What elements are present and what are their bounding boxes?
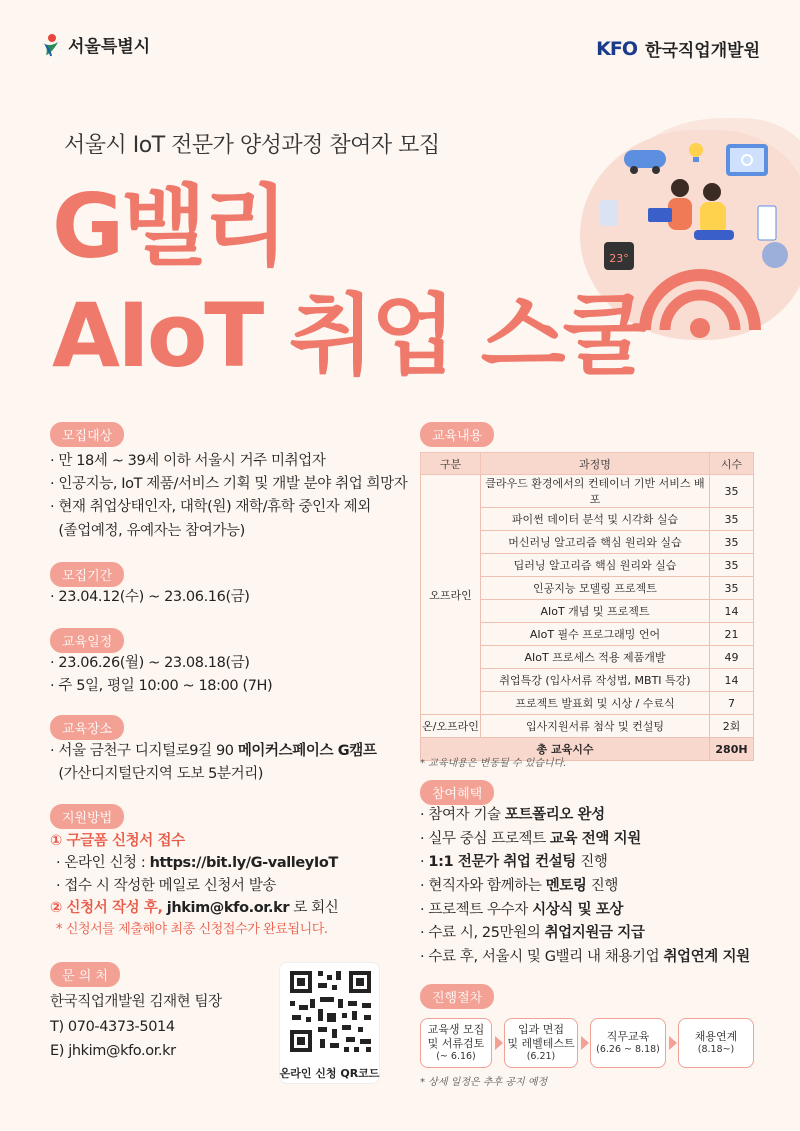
course-name: AIoT 프로세스 적용 제품개발 xyxy=(481,646,710,669)
contact-section xyxy=(50,962,120,987)
target-line: · 인공지능, IoT 제품/서비스 기획 및 개발 분야 취업 희망자 xyxy=(50,476,408,493)
apply-step2-line xyxy=(50,897,338,919)
apply-online-url[interactable]: https://bit.ly/G-valleyIoT xyxy=(149,855,338,872)
section-label-period: 모집기간 xyxy=(50,562,124,587)
apply-email-line: · 접수 시 작성한 메일로 신청서 발송 xyxy=(56,877,276,894)
benefit-highlight: 멘토링 xyxy=(545,877,587,894)
course-hours: 14 xyxy=(710,600,754,623)
course-name: 파이썬 데이터 분석 및 시각화 실습 xyxy=(481,508,710,531)
apply-step1: ① 구글폼 신청서 접수 xyxy=(50,833,185,849)
target-text xyxy=(50,450,407,543)
section-label-target: 모집대상 xyxy=(50,422,124,447)
venue-place: 메이커스페이스 G캠프 xyxy=(237,743,377,759)
course-hours: 35 xyxy=(710,475,754,508)
appliance-icon xyxy=(758,206,776,240)
section-label-process: 진행절차 xyxy=(420,984,494,1009)
header-course: 과정명 xyxy=(481,453,710,475)
course-hours: 35 xyxy=(710,577,754,600)
header-hours: 시수 xyxy=(710,453,754,475)
course-name: 프로젝트 발표회 및 시상 / 수료식 xyxy=(481,692,710,715)
course-hours: 21 xyxy=(710,623,754,646)
apply-online-prefix: · 온라인 신청 : xyxy=(56,855,150,872)
step-date: (8.18~) xyxy=(697,1043,735,1055)
curriculum-note: * 교육내용은 변동될 수 있습니다. xyxy=(420,758,567,769)
svg-text:23°: 23° xyxy=(609,252,629,265)
course-name: 딥러닝 알고리즘 핵심 원리와 실습 xyxy=(481,554,710,577)
table-header-row xyxy=(421,453,754,475)
schedule-line: · 주 5일, 평일 10:00 ~ 18:00 (7H) xyxy=(50,678,273,695)
step-title: 및 서류검토 xyxy=(427,1036,485,1050)
bulb-icon xyxy=(689,143,703,157)
benefit-item xyxy=(420,828,750,852)
hero-title-line2: AIoT 취업 스쿨 xyxy=(52,284,645,387)
hero-subtitle: 서울시 IoT 전문가 양성과정 참여자 모집 xyxy=(64,133,440,158)
course-name: 인공지능 모델링 프로젝트 xyxy=(481,577,710,600)
course-name: AIoT 필수 프로그래밍 언어 xyxy=(481,623,710,646)
category-mixed: 온/오프라인 xyxy=(421,715,481,738)
section-label-benefits: 참여혜택 xyxy=(420,780,494,805)
benefit-item xyxy=(420,922,750,946)
course-hours: 49 xyxy=(710,646,754,669)
benefit-text: · 참여자 기술 xyxy=(420,807,505,823)
course-hours: 14 xyxy=(710,669,754,692)
schedule-text xyxy=(50,652,272,698)
apply-section xyxy=(50,804,124,829)
kfo-logo xyxy=(596,36,760,61)
qr-code-icon xyxy=(280,963,381,1063)
venue-direction: (가산디지털단지역 도보 5분거리) xyxy=(50,766,264,783)
step-date: (6.21) xyxy=(526,1051,556,1063)
course-hours: 35 xyxy=(710,508,754,531)
header-category: 구분 xyxy=(421,453,481,475)
benefit-item xyxy=(420,851,750,875)
section-label-venue: 교육장소 xyxy=(50,715,124,740)
benefit-item xyxy=(420,875,750,899)
step-title: 입과 면접 xyxy=(517,1022,564,1036)
process-note: * 상세 일정은 추후 공지 예정 xyxy=(420,1077,548,1088)
course-hours: 35 xyxy=(710,531,754,554)
table-row xyxy=(421,715,754,738)
step-title: 직무교육 xyxy=(606,1029,650,1043)
venue-address: · 서울 금천구 디지털로9길 90 xyxy=(50,743,238,759)
benefit-highlight: 시상식 및 포상 xyxy=(532,901,624,918)
benefit-highlight: 1:1 전문가 취업 컨설팅 xyxy=(428,854,576,871)
contact-line: E) jhkim@kfo.or.kr xyxy=(50,1043,176,1060)
course-name: AIoT 개념 및 프로젝트 xyxy=(481,600,710,623)
switch-icon xyxy=(600,200,618,226)
total-value: 280H xyxy=(710,738,754,761)
step-title: 채용연계 xyxy=(694,1029,738,1043)
target-line: (졸업예정, 유예자는 참여가능) xyxy=(50,522,245,539)
benefit-text: · 수료 후, 서울시 및 G밸리 내 채용기업 xyxy=(420,948,664,965)
table-row xyxy=(421,475,754,508)
arrow-right-icon xyxy=(581,1036,589,1050)
target-line: · 만 18세 ~ 39세 이하 서울시 거주 미취업자 xyxy=(50,453,326,469)
benefit-highlight: 취업연계 지원 xyxy=(663,948,750,965)
arrow-right-icon xyxy=(669,1036,677,1050)
benefit-text: · 수료 시, 25만원의 xyxy=(420,925,545,942)
section-label-schedule: 교육일정 xyxy=(50,628,124,653)
benefit-text: · xyxy=(420,854,429,871)
step-date: (~ 6.16) xyxy=(436,1051,476,1063)
venue-text xyxy=(50,740,376,786)
course-hours: 35 xyxy=(710,554,754,577)
seoul-logo xyxy=(38,32,150,57)
apply-step2: ② 신청서 작성 후, xyxy=(50,900,163,917)
benefit-text: 진행 xyxy=(586,877,618,894)
period-section xyxy=(50,562,124,587)
benefit-text: 진행 xyxy=(576,854,608,871)
kfo-mark: KFO xyxy=(596,37,638,60)
course-name: 클라우드 환경에서의 컨테이너 기반 서비스 배포 xyxy=(481,475,710,508)
course-name: 입사지원서류 첨삭 및 컨설팅 xyxy=(481,715,710,738)
step-title: 및 레벨테스트 xyxy=(507,1036,575,1050)
contact-line: 한국직업개발원 김재현 팀장 xyxy=(50,994,222,1010)
step-date: (6.26 ~ 8.18) xyxy=(596,1043,660,1055)
course-hours: 2회 xyxy=(710,715,754,738)
benefits-list xyxy=(420,804,750,969)
apply-text xyxy=(50,830,338,940)
course-name: 머신러닝 알고리즘 핵심 원리와 실습 xyxy=(481,531,710,554)
curriculum-table xyxy=(420,452,754,761)
benefit-highlight: 포트폴리오 완성 xyxy=(504,807,605,823)
seoul-emblem-icon xyxy=(38,33,62,57)
qr-label: 온라인 신청 QR코드 xyxy=(279,1067,380,1080)
course-name: 취업특강 (입사서류 작성법, MBTI 특강) xyxy=(481,669,710,692)
benefit-text: · 프로젝트 우수자 xyxy=(420,901,533,918)
benefit-text: · 현직자와 함께하는 xyxy=(420,877,546,894)
kfo-name: 한국직업개발원 xyxy=(645,41,760,61)
benefit-text: · 실무 중심 프로젝트 xyxy=(420,830,550,847)
step-title: 교육생 모집 xyxy=(427,1022,485,1036)
person-icon xyxy=(671,179,689,197)
process-step xyxy=(590,1018,666,1068)
benefit-highlight: 교육 전액 지원 xyxy=(549,830,641,847)
contact-text xyxy=(50,990,222,1064)
benefit-highlight: 취업지원금 지급 xyxy=(544,925,645,942)
process-step xyxy=(420,1018,492,1068)
course-hours: 7 xyxy=(710,692,754,715)
apply-step2-email[interactable]: jhkim@kfo.or.kr xyxy=(166,900,290,917)
benefit-item xyxy=(420,946,750,970)
section-label-contact: 문 의 처 xyxy=(50,962,120,987)
apply-note: * 신청서를 제출해야 최종 신청접수가 완료됩니다. xyxy=(56,921,328,937)
schedule-section xyxy=(50,628,124,653)
hero-title-line1: G밸리 xyxy=(52,175,286,278)
venue-section xyxy=(50,715,124,740)
laptop-icon xyxy=(648,208,672,222)
arrow-right-icon xyxy=(495,1036,503,1050)
venue-line xyxy=(50,740,376,763)
period-text xyxy=(50,586,250,609)
contact-line: T) 070-4373-5014 xyxy=(50,1018,175,1035)
section-label-apply: 지원방법 xyxy=(50,804,124,829)
category-offline: 오프라인 xyxy=(421,475,481,715)
seoul-logo-text: 서울특별시 xyxy=(68,37,151,57)
period-line: · 23.04.12(수) ~ 23.06.16(금) xyxy=(50,589,250,605)
apply-online-line xyxy=(50,852,338,874)
total-label: 총 교육시수 xyxy=(421,738,710,761)
process-step xyxy=(504,1018,578,1068)
process-step xyxy=(678,1018,754,1068)
robot-icon xyxy=(762,242,788,268)
benefits-section xyxy=(420,780,494,805)
process-section xyxy=(420,984,494,1009)
benefit-item xyxy=(420,899,750,923)
target-line: · 현재 취업상태인자, 대학(원) 재학/휴학 중인자 제외 xyxy=(50,499,371,516)
car-icon xyxy=(624,150,666,168)
apply-step2-suffix: 로 회신 xyxy=(289,900,339,917)
target-section xyxy=(50,422,124,447)
schedule-line: · 23.06.26(월) ~ 23.08.18(금) xyxy=(50,655,250,671)
section-label-curriculum: 교육내용 xyxy=(420,422,494,447)
curriculum-section xyxy=(420,422,494,447)
benefit-item xyxy=(420,804,750,828)
